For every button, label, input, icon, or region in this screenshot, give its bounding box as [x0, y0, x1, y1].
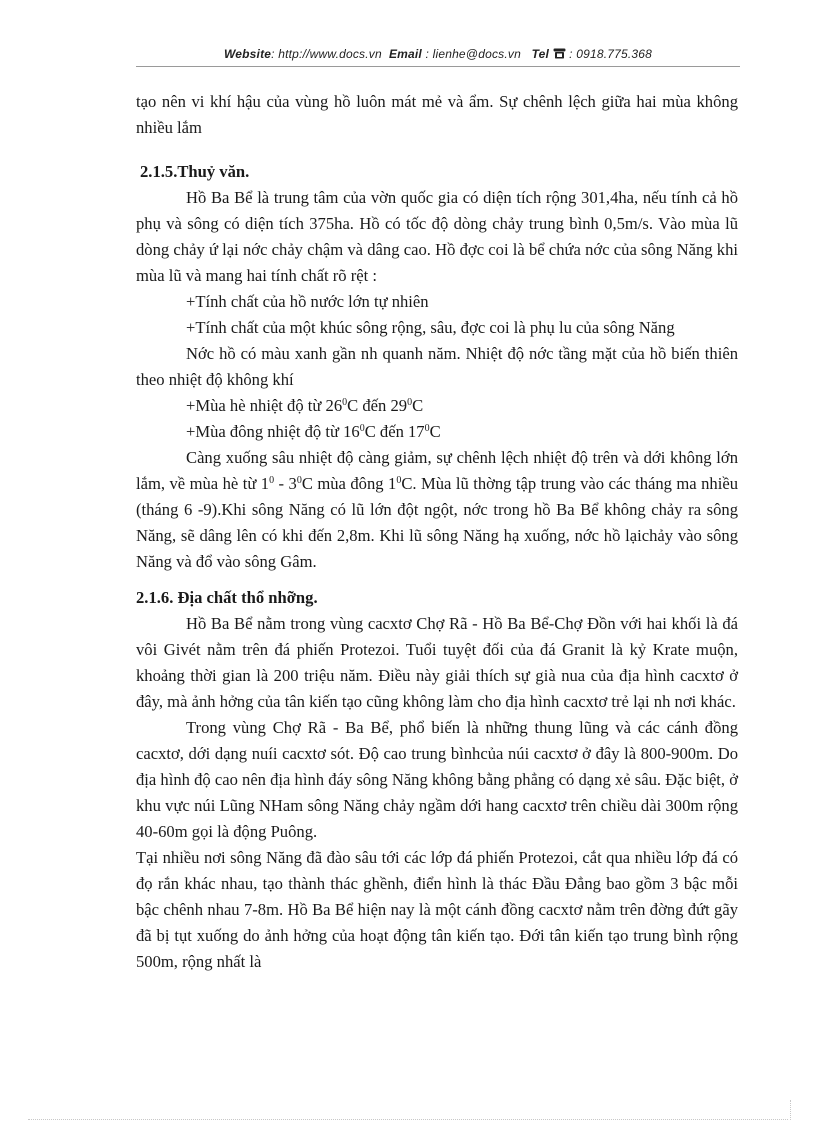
summer-temperature-line: +Mùa hè nhiệt độ từ $26^0C$ đến $29^0C$: [186, 396, 424, 415]
hydrology-paragraph-3: Càng xuống sâu nhiệt độ càng giảm, sự chênh lệch nhiệt độ trên và dới không lớn lắm, về mùa hè từ $1^0 - 3^0C$ mùa đông $1^0C$. Mùa lũ thờng tập trung vào các tháng ma nhiều (tháng 6 -9).Khi sông Năng có lũ lớn đột ngột, nớc trong hồ Ba Bể không chảy ra sông Năng, sẽ dâng lên có khi đến 2,8m. Khi lũ sông Năng hạ xuống, nớc hồ lạichảy vào sông Năng và đổ vào sông Gâm.: [136, 448, 738, 571]
degree-mark: 0: [407, 397, 413, 408]
header-divider: [136, 66, 740, 67]
section-heading-hydrology: 2.1.5.Thuỷ văn.: [140, 162, 250, 181]
phone-icon: [553, 47, 570, 61]
degree-mark: 0: [342, 397, 348, 408]
email-label: Email: [388, 47, 422, 61]
page-header: [136, 47, 740, 61]
hydrology-bullet-1: +Tính chất của hồ nước lớn tự nhiên: [186, 292, 429, 311]
geology-paragraph-3: Tại nhiều nơi sông Năng đã đào sâu tới các lớp đá phiến Protezoi, cắt qua nhiều lớp đá có đọ rắn khác nhau, tạo thành thác ghềnh, điển hình là thác Đầu Đẳng bao gồm 3 bậc mỗi bậc chênh nhau 7-8m. Hồ Ba Bể hiện nay là một cánh đồng cacxtơ nằm trên đờng đứt gãy đã bị tụt xuống do ảnh hởng của hoạt động tân kiến tạo. Đới tân kiến tạo trung bình rộng 500m, rộng nhất là: [136, 848, 738, 971]
page-corner-mark: [790, 1100, 801, 1120]
intro-paragraph: tạo nên vi khí hậu của vùng hồ luôn mát mẻ và ẩm. Sự chênh lệch giữa hai mùa không nhiều lắm: [136, 92, 738, 137]
degree-mark: 0: [296, 475, 302, 486]
degree-mark: 0: [396, 475, 402, 486]
website-value: : http://www.docs.vn: [271, 47, 382, 61]
hydrology-bullet-2: +Tính chất của một khúc sông rộng, sâu, đợc coi là phụ lu của sông Năng: [186, 318, 675, 337]
email-value: : lienhe@docs.vn: [425, 47, 521, 61]
degree-mark: 0: [269, 475, 275, 486]
degree-mark: 0: [359, 423, 365, 434]
geology-paragraph-2: Trong vùng Chợ Rã - Ba Bể, phổ biến là những thung lũng và các cánh đồng cacxtơ, dới dạng nuíi cacxtơ sót. Độ cao trung bìnhcủa núi cacxtơ ở đây là 800-900m. Do địa hình độ cao nên địa hình đáy sông Năng không bằng phẳng có dạng xẻ sâu. Đặc biệt, ở khu vực núi Lũng NHam sông Năng chảy ngầm dới hang cacxtơ trên chiều dài 300m rộng 40-60m gọi là động Puông.: [136, 718, 738, 841]
degree-mark: 0: [424, 423, 430, 434]
page-bottom-border: [28, 1119, 788, 1120]
document-body: [136, 89, 738, 975]
hydrology-paragraph-2: Nớc hồ có màu xanh gần nh quanh năm. Nhiệt độ nớc tầng mặt của hồ biến thiên theo nhiệt độ không khí: [136, 344, 738, 389]
section-heading-geology: 2.1.6. Địa chất thổ nhỡng.: [136, 588, 318, 607]
website-label: Website: [223, 47, 272, 61]
tel-value: : 0918.775.368: [569, 47, 653, 61]
tel-label: Tel: [531, 47, 550, 61]
hydrology-paragraph-1: Hồ Ba Bể là trung tâm của vờn quốc gia có diện tích rộng 301,4ha, nếu tính cả hồ phụ và sông có diện tích 375ha. Hồ có tốc độ dòng chảy trung bình 0,5m/s. Vào mùa lũ dòng chảy ứ lại nớc chảy chậm và dâng cao. Hồ đợc coi là bể chứa nớc của sông Năng khi mùa lũ và mang hai tính chất rõ rệt :: [136, 188, 738, 285]
geology-paragraph-1: Hồ Ba Bể nằm trong vùng cacxtơ Chợ Rã - Hồ Ba Bể-Chợ Đồn với hai khối là đá vôi Givét nằm trên đá phiến Protezoi. Tuổi tuyệt đối của đá Granit là kỷ Krate muộn, khoảng thời gian là 200 triệu năm. Điều này giải thích sự già nua của địa hình cacxtơ ở đây, mà ảnh hởng của tân kiến tạo cũng không làm cho địa hình cacxtơ trẻ lại nh nơi khác.: [136, 614, 738, 711]
winter-temperature-line: +Mùa đông nhiệt độ từ $16^0C$ đến $17^0C$: [186, 422, 441, 441]
